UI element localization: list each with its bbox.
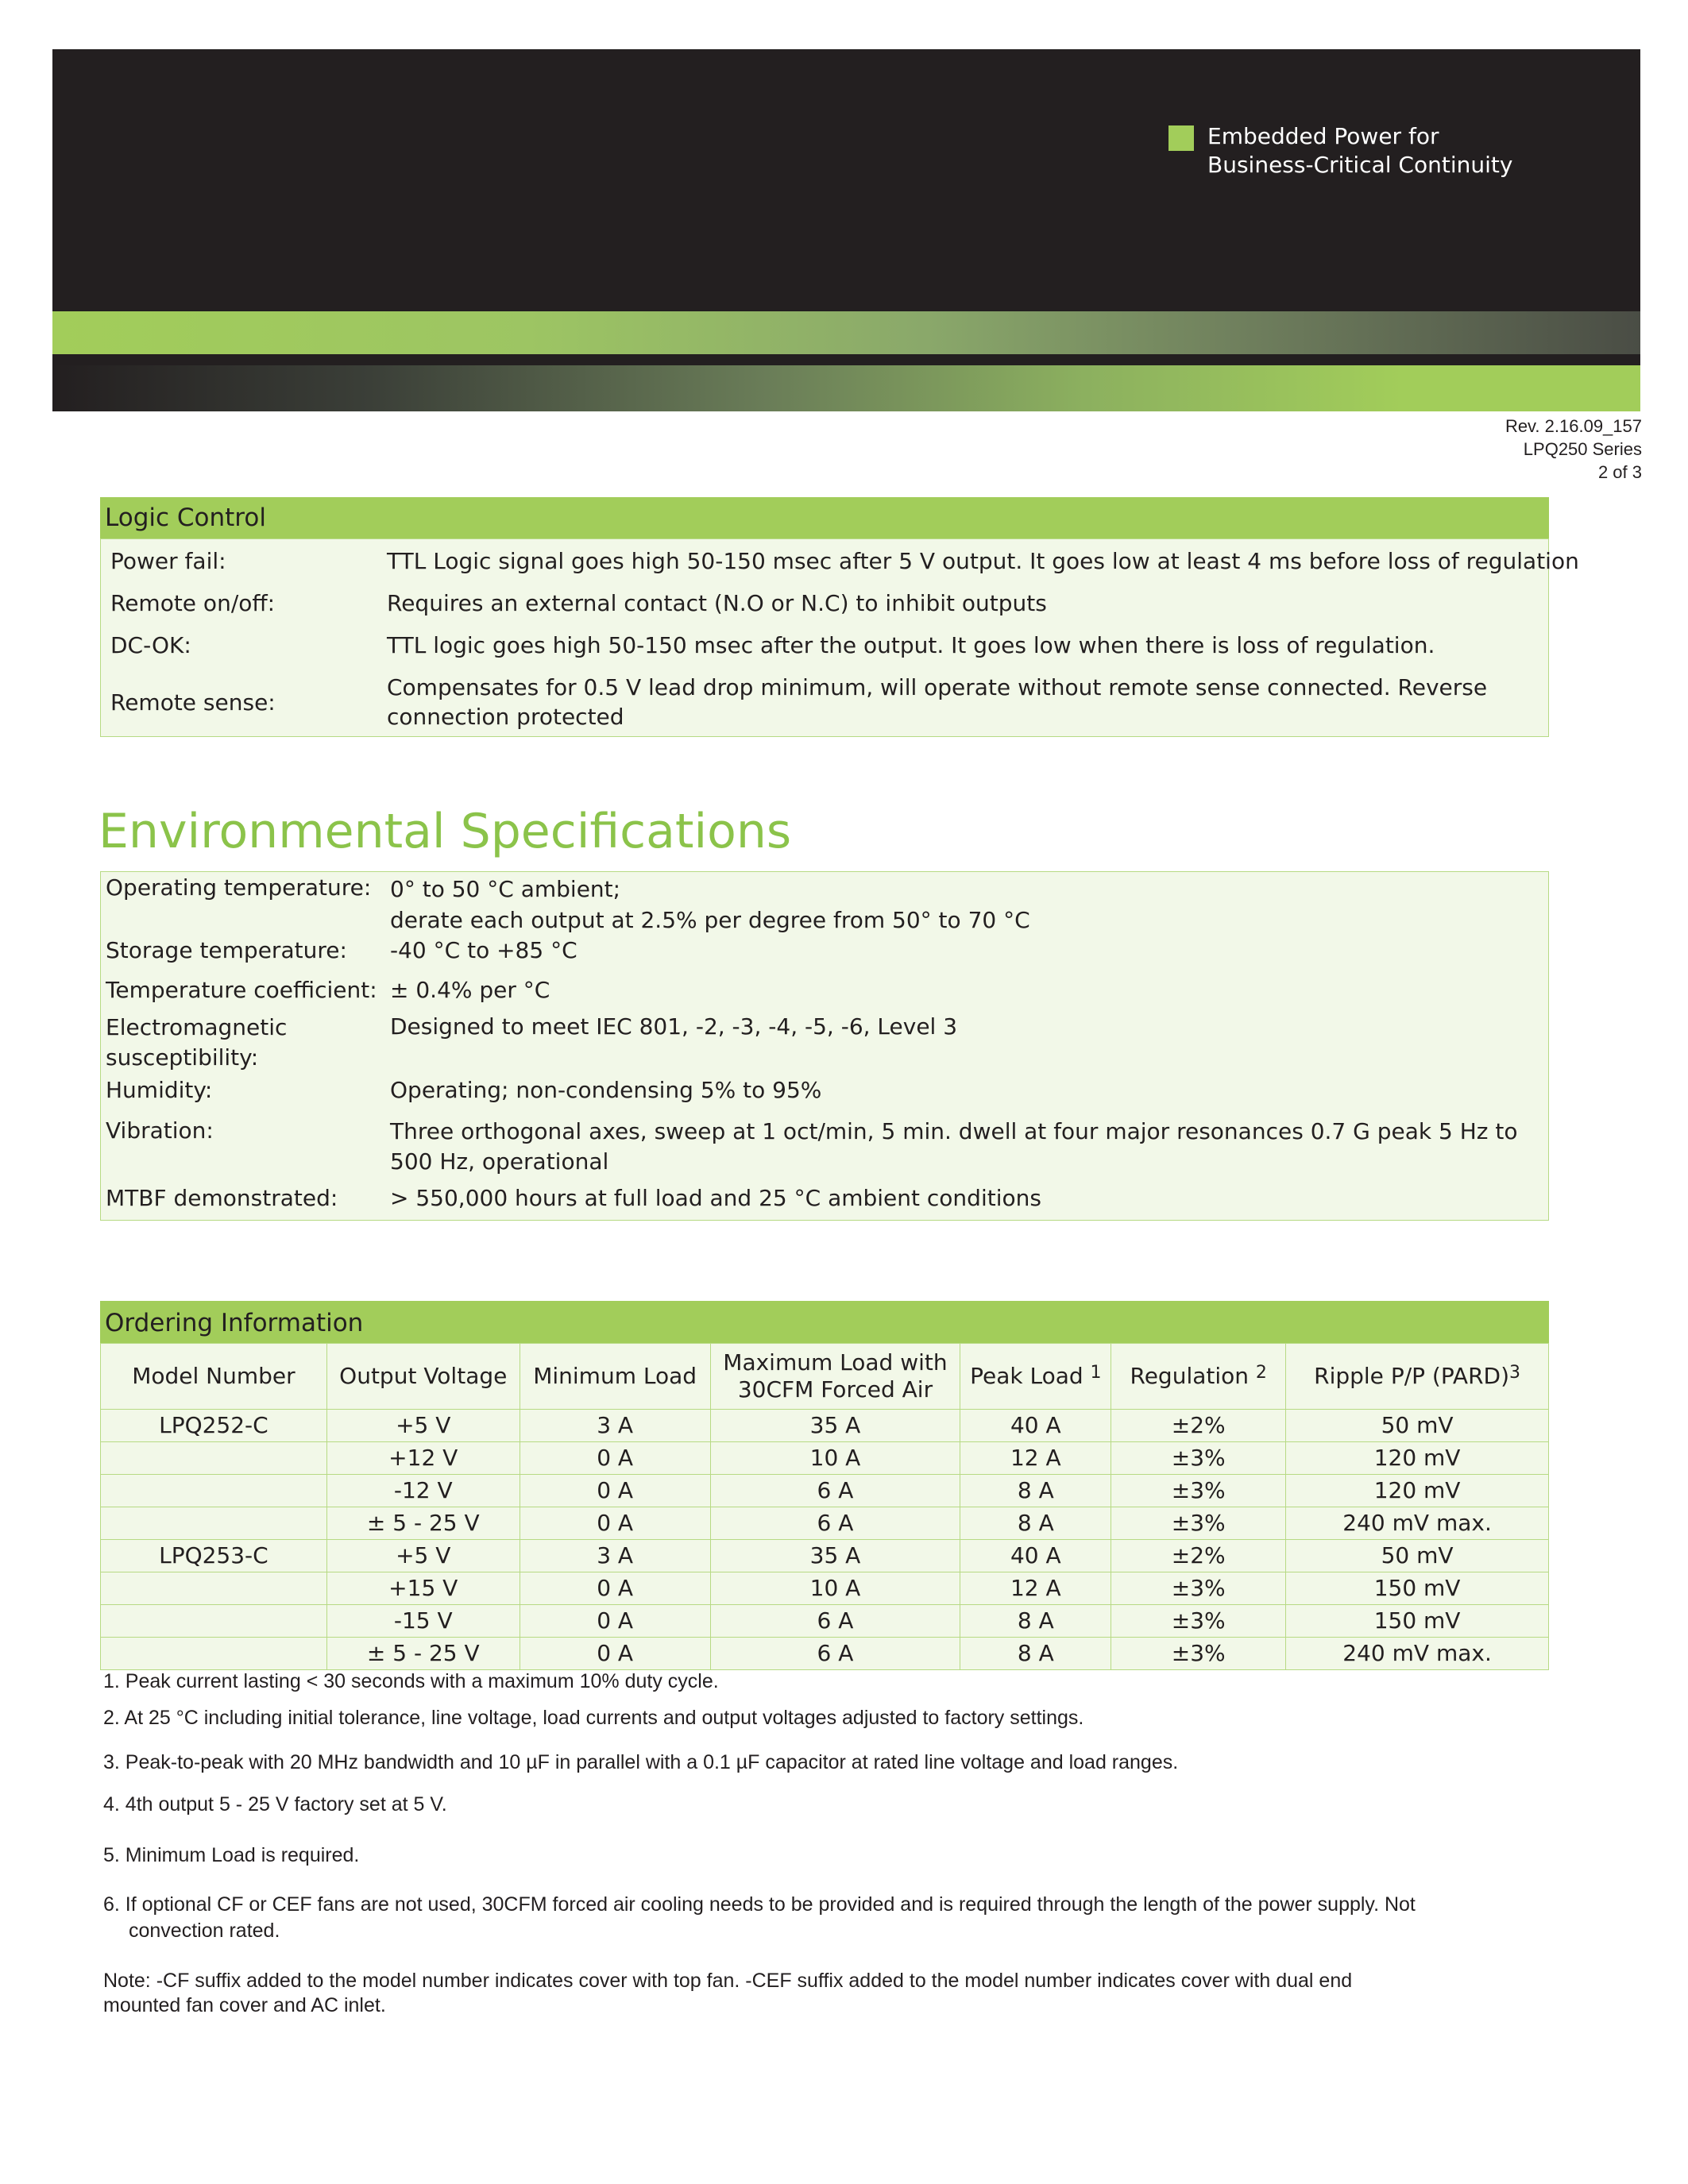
cell-peak-load: 8 A	[960, 1475, 1111, 1507]
ordering-row	[101, 1442, 1549, 1475]
env-value: Operating; non-condensing 5% to 95%	[390, 1077, 822, 1103]
tagline	[1207, 122, 1512, 179]
cell-model	[101, 1442, 327, 1475]
cell-regulation: ±3%	[1111, 1605, 1286, 1638]
cell-regulation: ±3%	[1111, 1572, 1286, 1605]
cell-ripple: 50 mV	[1286, 1410, 1549, 1442]
env-value: > 550,000 hours at full load and 25 °C ambient conditions	[390, 1185, 1041, 1211]
env-label: Electromagnetic	[106, 1014, 288, 1040]
footnote-continuation: convection rated.	[129, 1920, 280, 1942]
footnote: 1. Peak current lasting < 30 seconds with a maximum 10% duty cycle.	[103, 1670, 719, 1692]
ordering-table	[100, 1343, 1549, 1670]
ordering-row	[101, 1638, 1549, 1670]
cell-model	[101, 1572, 327, 1605]
footnote: 2. At 25 °C including initial tolerance, line voltage, load currents and output voltages adjusted to factory settings.	[103, 1707, 1084, 1729]
col-header-peak-label: Peak Load	[970, 1363, 1083, 1389]
cell-voltage: +12 V	[326, 1442, 520, 1475]
env-value: -40 °C to +85 °C	[390, 937, 577, 963]
banner-gradient-stripe-bottom	[52, 365, 1640, 411]
env-value: 500 Hz, operational	[390, 1148, 609, 1175]
cell-regulation: ±3%	[1111, 1638, 1286, 1670]
cell-peak-load: 12 A	[960, 1572, 1111, 1605]
footnote: 4. 4th output 5 - 25 V factory set at 5 V.	[103, 1793, 447, 1815]
cell-min-load: 3 A	[520, 1540, 710, 1572]
cell-voltage: +5 V	[326, 1540, 520, 1572]
header-banner	[52, 49, 1640, 311]
cell-ripple: 150 mV	[1286, 1572, 1549, 1605]
banner-gradient-stripe-top	[52, 311, 1640, 354]
cell-min-load: 0 A	[520, 1475, 710, 1507]
env-value: ± 0.4% per °C	[390, 977, 550, 1003]
footnote: 6. If optional CF or CEF fans are not used, 30CFM forced air cooling needs to be provided and is required through the length of the power supply. Not	[103, 1893, 1416, 1916]
cell-model	[101, 1638, 327, 1670]
revision-number: Rev. 2.16.09_157	[1505, 416, 1642, 436]
cell-max-load: 6 A	[710, 1638, 960, 1670]
logic-control-title: Logic Control	[100, 497, 1549, 538]
ordering-row	[101, 1605, 1549, 1638]
cell-peak-load: 8 A	[960, 1638, 1111, 1670]
logic-value: TTL Logic signal goes high 50-150 msec after 5 V output. It goes low at least 4 ms before loss of regulation	[387, 548, 1579, 574]
cell-model	[101, 1605, 327, 1638]
cell-model: LPQ252-C	[101, 1410, 327, 1442]
tagline-line-1: Embedded Power for	[1207, 123, 1439, 149]
footnote-ref: 2	[1255, 1363, 1267, 1383]
cell-voltage: ± 5 - 25 V	[326, 1638, 520, 1670]
col-header-regulation	[1111, 1344, 1286, 1410]
logic-label: Remote sense:	[110, 689, 276, 716]
environmental-table	[100, 871, 1549, 1221]
cell-max-load: 6 A	[710, 1605, 960, 1638]
cell-min-load: 0 A	[520, 1507, 710, 1540]
cell-max-load: 10 A	[710, 1572, 960, 1605]
cell-min-load: 0 A	[520, 1442, 710, 1475]
cell-peak-load: 40 A	[960, 1410, 1111, 1442]
cell-regulation: ±2%	[1111, 1410, 1286, 1442]
banner-gap	[52, 354, 1640, 365]
cell-ripple: 150 mV	[1286, 1605, 1549, 1638]
cell-min-load: 0 A	[520, 1605, 710, 1638]
cell-max-load: 6 A	[710, 1507, 960, 1540]
ordering-row	[101, 1410, 1549, 1442]
cell-model: LPQ253-C	[101, 1540, 327, 1572]
cell-voltage: +15 V	[326, 1572, 520, 1605]
ordering-row	[101, 1507, 1549, 1540]
cell-voltage: ± 5 - 25 V	[326, 1507, 520, 1540]
footnote-ref: 1	[1090, 1363, 1102, 1383]
col-header-max-load-line1: Maximum Load with	[723, 1349, 948, 1376]
cell-max-load: 6 A	[710, 1475, 960, 1507]
cell-max-load: 35 A	[710, 1410, 960, 1442]
cell-regulation: ±3%	[1111, 1475, 1286, 1507]
col-header-model: Model Number	[101, 1344, 327, 1410]
cell-voltage: -12 V	[326, 1475, 520, 1507]
cell-regulation: ±3%	[1111, 1442, 1286, 1475]
logic-label: Remote on/off:	[110, 590, 276, 616]
cell-ripple: 120 mV	[1286, 1475, 1549, 1507]
env-label: Storage temperature:	[106, 937, 347, 963]
cell-min-load: 0 A	[520, 1638, 710, 1670]
footnote-ref: 3	[1509, 1363, 1521, 1383]
logic-label: Power fail:	[110, 548, 226, 574]
footnote: 3. Peak-to-peak with 20 MHz bandwidth and 10 µF in parallel with a 0.1 µF capacitor at rated line voltage and load ranges.	[103, 1751, 1179, 1773]
cell-min-load: 3 A	[520, 1410, 710, 1442]
cell-peak-load: 12 A	[960, 1442, 1111, 1475]
cell-max-load: 35 A	[710, 1540, 960, 1572]
cell-max-load: 10 A	[710, 1442, 960, 1475]
col-header-regulation-label: Regulation	[1130, 1363, 1250, 1389]
cell-ripple: 240 mV max.	[1286, 1638, 1549, 1670]
logic-value: TTL logic goes high 50-150 msec after the output. It goes low when there is loss of regulation.	[387, 632, 1435, 658]
logic-label: DC-OK:	[110, 632, 191, 658]
revision-info	[1505, 415, 1642, 484]
ordering-title: Ordering Information	[100, 1301, 1549, 1343]
ordering-header-row	[101, 1344, 1549, 1410]
col-header-peak	[960, 1344, 1111, 1410]
cell-model	[101, 1475, 327, 1507]
note-continuation: mounted fan cover and AC inlet.	[103, 1994, 386, 2016]
series-name: LPQ250 Series	[1523, 439, 1642, 459]
tagline-line-2: Business-Critical Continuity	[1207, 152, 1513, 178]
col-header-max-load	[710, 1344, 960, 1410]
col-header-voltage: Output Voltage	[326, 1344, 520, 1410]
logic-value: connection protected	[387, 704, 624, 730]
col-header-ripple	[1286, 1344, 1549, 1410]
page-number: 2 of 3	[1597, 462, 1642, 482]
cell-voltage: -15 V	[326, 1605, 520, 1638]
cell-ripple: 240 mV max.	[1286, 1507, 1549, 1540]
brand-square-icon	[1168, 125, 1194, 151]
cell-regulation: ±2%	[1111, 1540, 1286, 1572]
col-header-min-load: Minimum Load	[520, 1344, 710, 1410]
env-label: Humidity:	[106, 1077, 213, 1103]
note: Note: -CF suffix added to the model number indicates cover with top fan. -CEF suffix added to the model number indicates cover with dual end	[103, 1970, 1353, 1992]
env-value: derate each output at 2.5% per degree from 50° to 70 °C	[390, 907, 1030, 933]
logic-value: Compensates for 0.5 V lead drop minimum, will operate without remote sense connected. Reverse	[387, 674, 1488, 700]
ordering-row	[101, 1475, 1549, 1507]
cell-ripple: 50 mV	[1286, 1540, 1549, 1572]
environmental-heading: Environmental Specifications	[98, 804, 792, 859]
cell-regulation: ±3%	[1111, 1507, 1286, 1540]
env-value: Three orthogonal axes, sweep at 1 oct/min, 5 min. dwell at four major resonances 0.7 G peak 5 Hz to	[390, 1118, 1518, 1144]
col-header-ripple-label: Ripple P/P (PARD)	[1314, 1363, 1510, 1389]
cell-ripple: 120 mV	[1286, 1442, 1549, 1475]
cell-peak-load: 8 A	[960, 1507, 1111, 1540]
logic-control-table	[100, 538, 1579, 737]
ordering-row	[101, 1572, 1549, 1605]
footnote: 5. Minimum Load is required.	[103, 1844, 360, 1866]
cell-model	[101, 1507, 327, 1540]
env-label: Operating temperature:	[106, 874, 372, 901]
env-label: Temperature coefficient:	[106, 977, 377, 1003]
cell-peak-load: 40 A	[960, 1540, 1111, 1572]
env-label: MTBF demonstrated:	[106, 1185, 338, 1211]
env-label: susceptibility:	[106, 1044, 259, 1071]
cell-peak-load: 8 A	[960, 1605, 1111, 1638]
col-header-max-load-line2: 30CFM Forced Air	[737, 1376, 933, 1403]
env-label: Vibration:	[106, 1117, 214, 1144]
ordering-row	[101, 1540, 1549, 1572]
env-value: 0° to 50 °C ambient;	[390, 876, 621, 902]
cell-voltage: +5 V	[326, 1410, 520, 1442]
logic-value: Requires an external contact (N.O or N.C) to inhibit outputs	[387, 590, 1047, 616]
env-value: Designed to meet IEC 801, -2, -3, -4, -5, -6, Level 3	[390, 1013, 958, 1040]
cell-min-load: 0 A	[520, 1572, 710, 1605]
